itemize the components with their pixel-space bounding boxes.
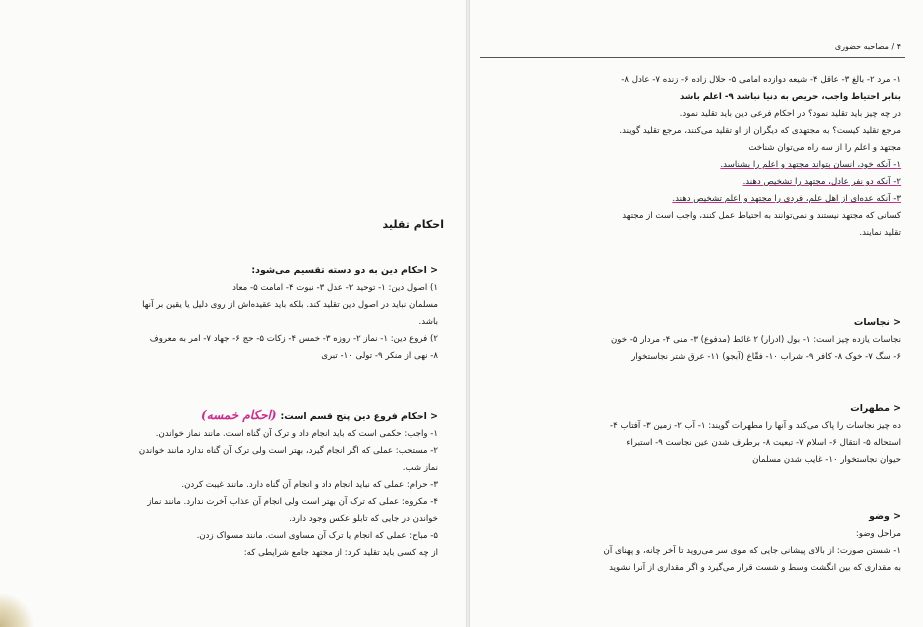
text-line: استحاله ۵- انتقال ۶- اسلام ۷- تبعیت ۸- برطرف شدن عین نجاست ۹- استبراء: [626, 438, 901, 448]
text-line: ۵- مباح: عملی که انجام یا ترک آن مساوی است. مانند مسواک زدن.: [196, 531, 438, 541]
text-line: ۸- نهی از منکر ۹- تولی ۱۰- تبری: [321, 351, 438, 361]
section-heading-row: [139, 406, 438, 426]
running-header: ۴ / مصاحبه حضوری: [834, 42, 901, 51]
text-line: مرجع تقلید کیست؟ به مجتهدی که دیگران از او تقلید می‌کنند، مرجع تقلید گویند.: [619, 126, 901, 136]
handwritten-annotation: (احکام خمسه): [201, 408, 277, 422]
text-line: ۱- شستن صورت: از بالای پیشانی جایی که موی سر می‌روید تا آخر چانه، و پهنای آن: [603, 546, 901, 556]
text-line: حیوان نجاستخوار ۱۰- غایب شدن مسلمان: [752, 455, 901, 465]
najasat-section: [611, 314, 901, 366]
text-line: باشد.: [418, 317, 438, 327]
right-page: [470, 0, 923, 627]
text-line: ۱- مرد ۲- بالغ ۳- عاقل ۴- شیعه دوازده امامی ۵- حلال زاده ۶- زنده ۷- عادل ۸-: [621, 75, 901, 85]
header-rule: [480, 57, 905, 58]
rules-division-section: [142, 262, 438, 365]
text-line: ۱) اصول دین: ۱- توحید ۲- عدل ۳- نبوت ۴- امامت ۵- معاد: [232, 283, 438, 293]
text-line: ۶- سگ ۷- خوک ۸- کافر ۹- شراب ۱۰- فقّاع (آبجو) ۱۱- عرق شتر نجاستخوار: [631, 352, 901, 362]
text-line: از چه کسی باید تقلید کرد: از مجتهد جامع شرایطی که:: [243, 548, 438, 558]
text-line: ۳- آنکه عده‌ای از اهل علم، فردی را مجتهد و اعلم تشخیص دهند.: [672, 194, 901, 204]
text-line: خواندن در جایی که تابلو عکس وجود دارد.: [289, 514, 438, 524]
text-line: مجتهد و اعلم را از سه راه می‌توان شناخت: [748, 143, 901, 153]
text-line: در چه چیز باید تقلید نمود؟ در احکام فرعی دین باید تقلید نمود.: [679, 109, 901, 119]
text-line: مراحل وضو:: [855, 529, 901, 539]
section-heading: < مطهرات: [850, 403, 901, 414]
text-line: کسانی که مجتهد نیستند و نمی‌توانند به احتیاط عمل کنند، واجب است از مجتهد: [622, 211, 901, 221]
text-line: تقلید نمایند.: [859, 228, 901, 238]
text-line: ۲) فروع دین: ۱- نماز ۲- روزه ۳- خمس ۴- زکات ۵- حج ۶- جهاد ۷- امر به معروف: [149, 334, 438, 344]
text-line: ۱- واجب: حکمی است که باید انجام داد و ترک آن گناه است. مانند نماز خواندن.: [155, 429, 438, 439]
text-line: ده چیز نجاسات را پاک می‌کند و آنها را مطهرات گویند: ۱- آب ۲- زمین ۳- آفتاب ۴-: [610, 421, 901, 431]
section-heading: < نجاسات: [853, 317, 901, 328]
text-line: به مقداری که بین انگشت وسط و شست قرار می‌گیرد و اگر مقداری از آنرا نشوید: [609, 563, 901, 573]
qualifications-section: [619, 72, 901, 242]
text-line: نجاسات یازده چیز است: ۱- بول (ادرار) ۲ غائط (مدفوع) ۳- منی ۴- مردار ۵- خون: [610, 335, 901, 345]
text-line: ۲- آنکه دو نفر عادل، مجتهد را تشخیص دهند.: [742, 177, 901, 187]
motaharat-section: [610, 400, 901, 469]
text-line: ۲- مستحب: عملی که اگر انجام گیرد، بهتر است ولی ترک آن گناه ندارد مانند خواندن: [138, 446, 438, 456]
text-line: ۳- حرام: عملی که نباید انجام داد و انجام آن گناه دارد. مانند غیبت کردن.: [181, 480, 438, 490]
text-line: بنابر احتیاط واجب، حریص به دنیا نباشد ۹- اعلم باشد: [679, 92, 901, 102]
vozu-section: [604, 508, 901, 577]
text-line: ۴- مکروه: عملی که ترک آن بهتر است ولی انجام آن عذاب آخرت ندارد. مانند نماز: [147, 497, 438, 507]
text-line: نماز شب.: [402, 463, 438, 473]
page-title: احکام تقلید: [382, 218, 444, 231]
text-line: مسلمان نباید در اصول دین تقلید کند. بلکه باید عقیده‌اش از روی دلیل یا یقین بر آنها: [142, 300, 438, 310]
page-curl-shadow: [0, 593, 34, 627]
section-heading: < احکام فروع دین پنج قسم است:: [280, 411, 438, 422]
section-heading: < وضو: [869, 511, 901, 522]
five-rulings-section: [139, 406, 438, 562]
section-heading: < احکام دین به دو دسته تقسیم می‌شود:: [251, 265, 438, 276]
text-line: ۱- آنکه خود، انسان بتواند مجتهد و اعلم را بشناسد.: [720, 160, 901, 170]
